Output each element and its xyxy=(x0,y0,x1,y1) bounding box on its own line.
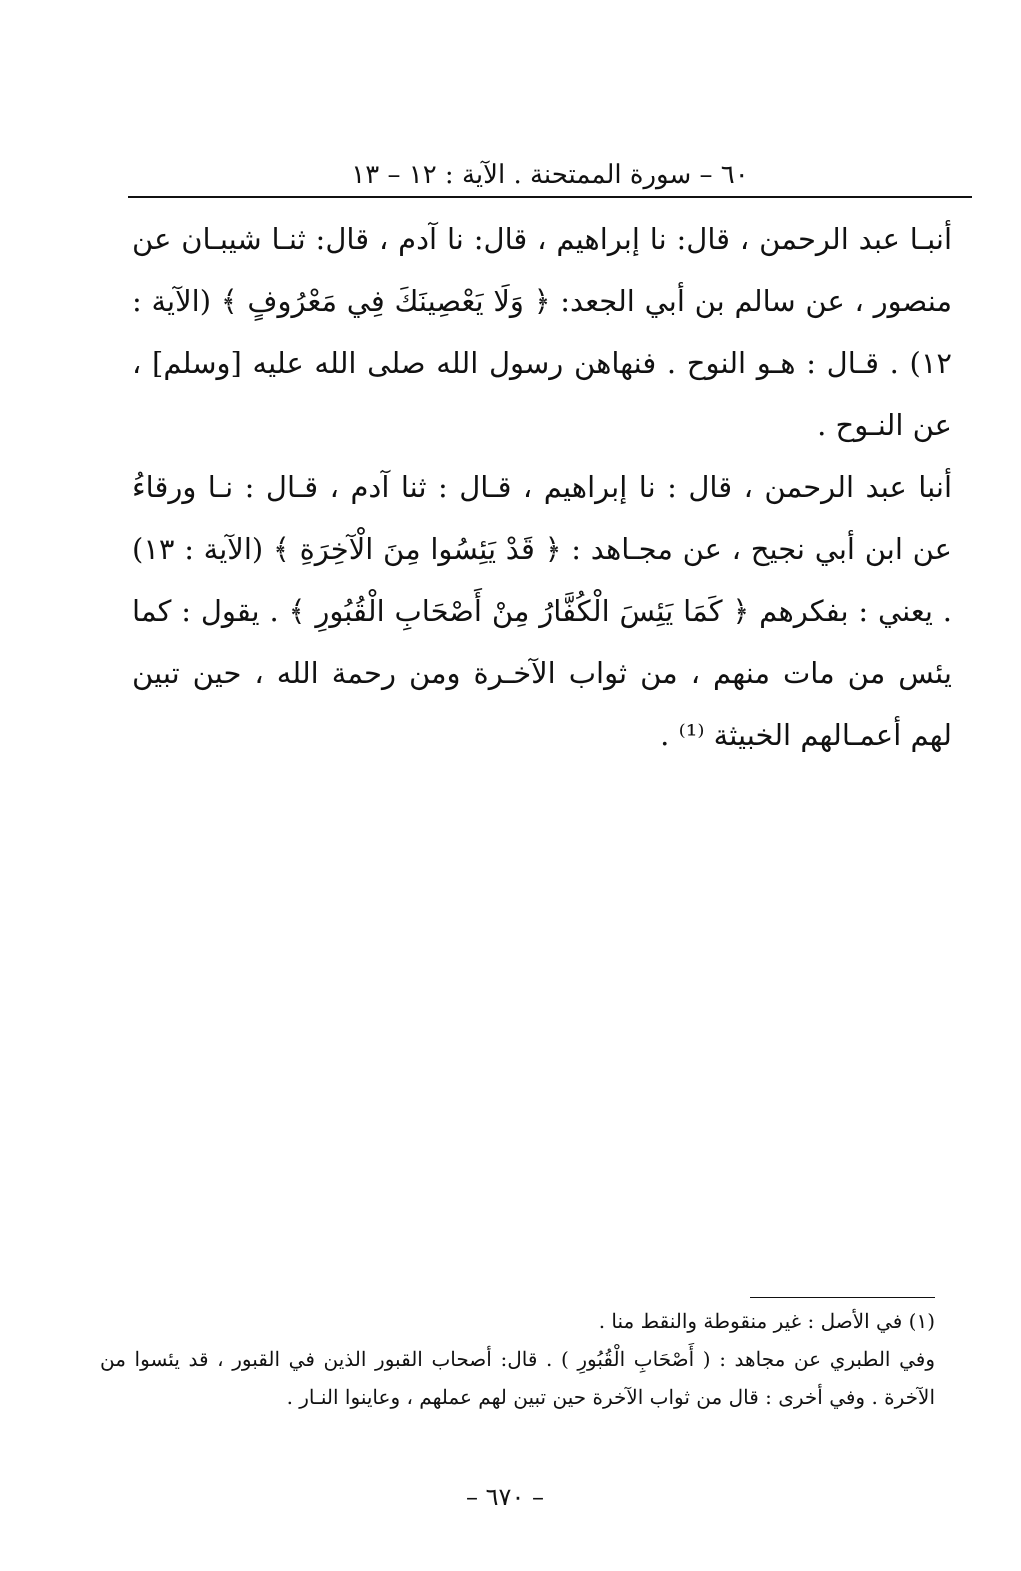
paragraph: أنبـا عبد الرحمن ، قال: نا إبراهيم ، قال: نا آدم ، قال: ثنـا شيبـان عن منصور ، عن سالم بن أبي الجعد: ﴿ وَلَا يَعْصِينَكَ فِي مَعْرُوفٍ ﴾ (الآية : ١٢) . قـال : هـو النوح . فنهاهن رسول الله صلى الله عليه [وسلم] ، عن النـوح . xyxy=(132,222,952,442)
header-rule xyxy=(128,196,972,198)
main-text xyxy=(132,208,952,766)
footnote-rule xyxy=(750,1297,935,1298)
paragraph: أنبا عبد الرحمن ، قال : نا إبراهيم ، قـال : ثنا آدم ، قـال : نـا ورقاءُ عن ابن أبي نجيح ، عن مجـاهد : ﴿ قَدْ يَئِسُوا مِنَ الْآخِرَةِ ﴾ (الآية : ١٣) . يعني : بفكرهم ﴿ كَمَا يَئِسَ الْكُفَّارُ مِنْ أَصْحَابِ الْقُبُورِ ﴾ . يقول : كما يئس من مات منهم ، من ثواب الآخـرة ومن رحمة الله ، حين تبين لهم أعمـالهم الخبيثة ⁽¹⁾ . xyxy=(132,470,952,752)
running-header: ٦٠ – سورة الممتحنة . الآية : ١٢ – ١٣ xyxy=(351,160,749,190)
page-number: – ٦٧٠ – xyxy=(466,1483,544,1511)
footnotes xyxy=(100,1302,935,1416)
footnote: وفي الطبري عن مجاهد : ( أَصْحَابِ الْقُبُورِ ) . قال: أصحاب القبور الذين في القبور ، قد يئسوا من الآخرة . وفي أخرى : قال من ثواب الآخرة حين تبين لهم عملهم ، وعاينوا النـار . xyxy=(100,1347,935,1409)
footnote: (١) في الأصل : غير منقوطة والنقط منا . xyxy=(598,1309,935,1333)
